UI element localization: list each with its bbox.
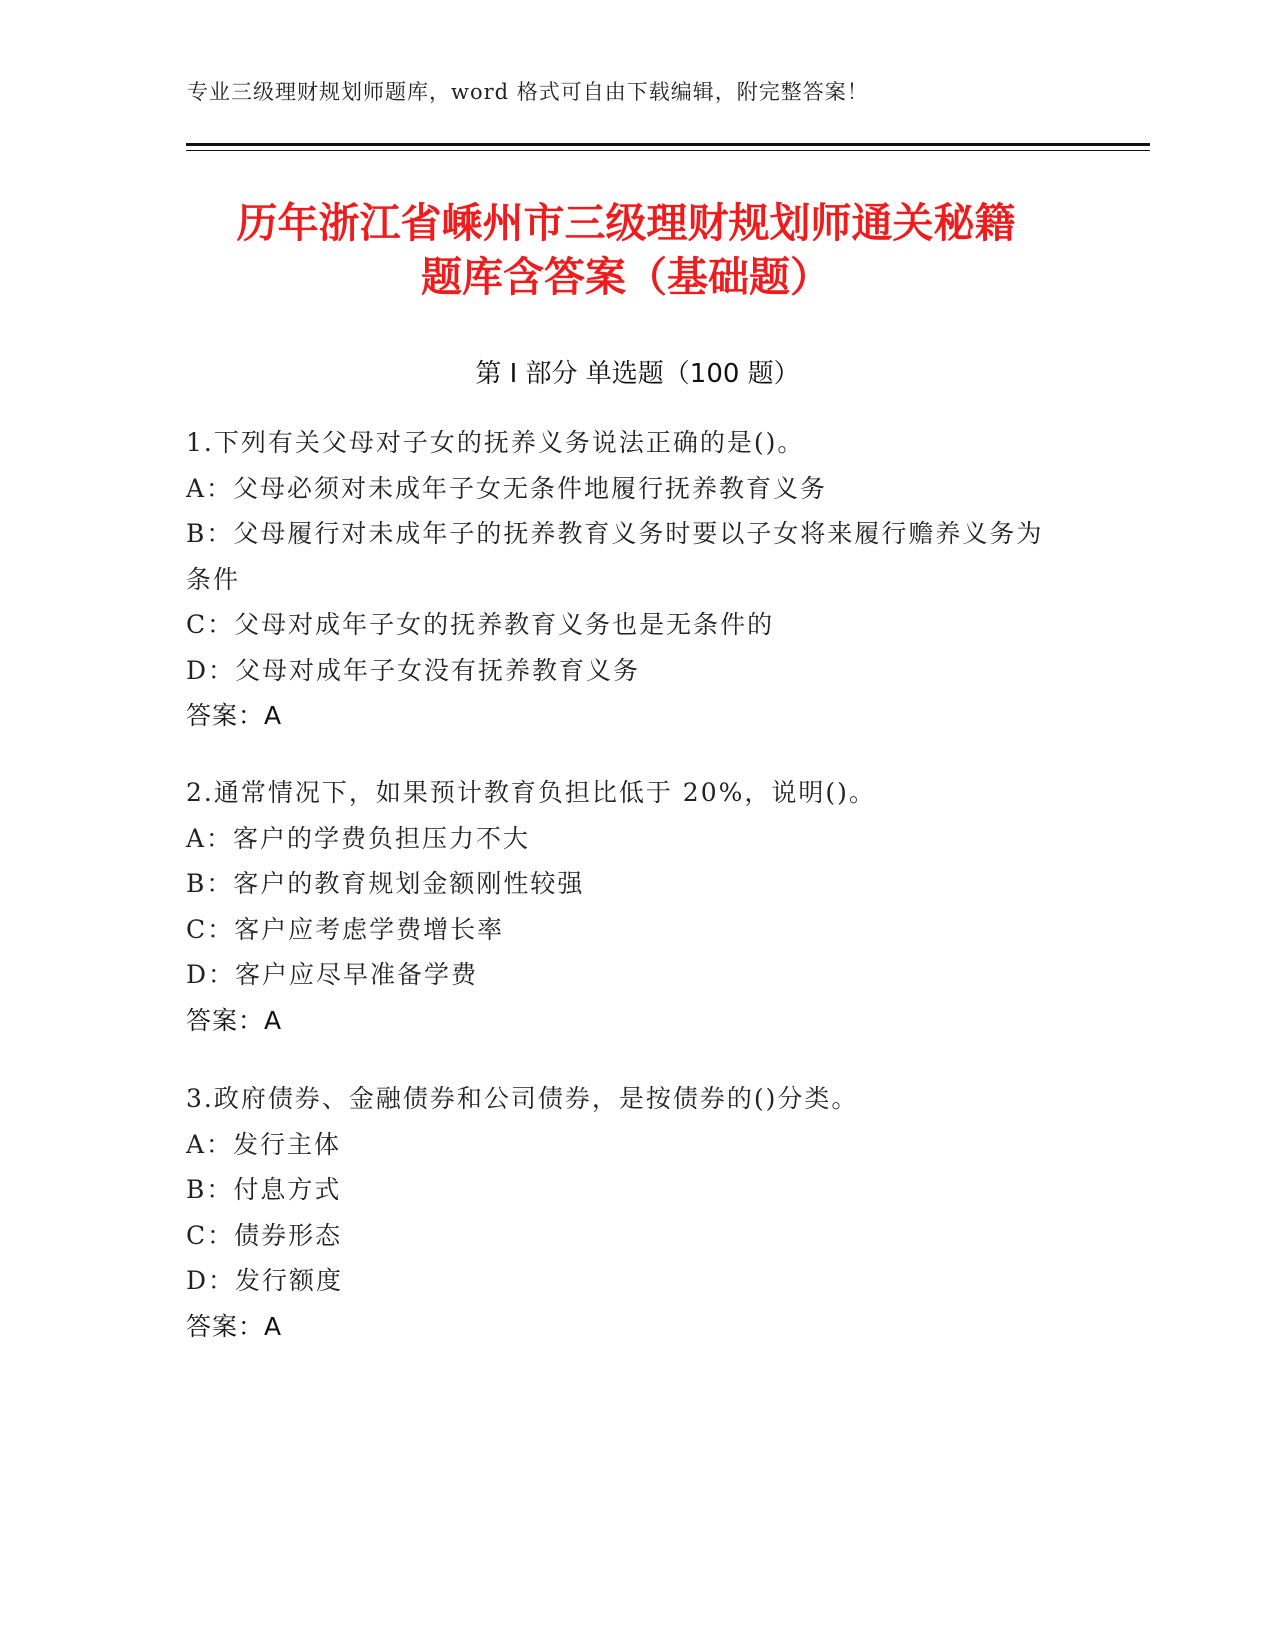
option-b: B：付息方式 — [186, 1175, 342, 1204]
document-title — [186, 196, 1066, 304]
option-d: D：发行额度 — [186, 1266, 344, 1295]
title-line-1: 历年浙江省嵊州市三级理财规划师通关秘籍 — [236, 199, 1016, 247]
option-c: C：债券形态 — [186, 1220, 343, 1250]
option-b: B：父母履行对未成年子的抚养教育义务时要以子女将来履行赡养义务为条件 — [186, 519, 1044, 594]
answer: 答案：A — [186, 1005, 283, 1035]
option-a: A：发行主体 — [186, 1129, 342, 1159]
section-heading: 第 I 部分 单选题（100 题） — [475, 359, 800, 389]
option-c: C：父母对成年子女的抚养教育义务也是无条件的 — [186, 610, 775, 639]
answer: 答案：A — [186, 701, 283, 730]
question-2 — [186, 770, 1086, 1043]
header-rule-thick — [186, 143, 1150, 146]
option-d: D：父母对成年子女没有抚养教育义务 — [186, 655, 641, 685]
question-stem: 2.通常情况下，如果预计教育负担比低于 20%，说明()。 — [186, 778, 876, 807]
title-line-2: 题库含答案（基础题） — [421, 253, 831, 301]
option-a: A：客户的学费负担压力不大 — [186, 823, 531, 853]
question-stem: 3.政府债券、金融债券和公司债券，是按债券的()分类。 — [186, 1084, 859, 1113]
answer: 答案：A — [186, 1311, 283, 1341]
header-rule-thin — [186, 150, 1150, 151]
question-3 — [186, 1076, 1086, 1349]
option-b: B：客户的教育规划金额刚性较强 — [186, 869, 585, 898]
option-d: D：客户应尽早准备学费 — [186, 960, 479, 989]
option-a: A：父母必须对未成年子女无条件地履行抚养教育义务 — [186, 473, 828, 503]
question-stem: 1.下列有关父母对子女的抚养义务说法正确的是()。 — [186, 428, 805, 457]
question-1 — [186, 420, 1086, 739]
option-c: C：客户应考虑学费增长率 — [186, 914, 505, 944]
header-note: 专业三级理财规划师题库，word 格式可自由下载编辑，附完整答案！ — [187, 80, 869, 104]
